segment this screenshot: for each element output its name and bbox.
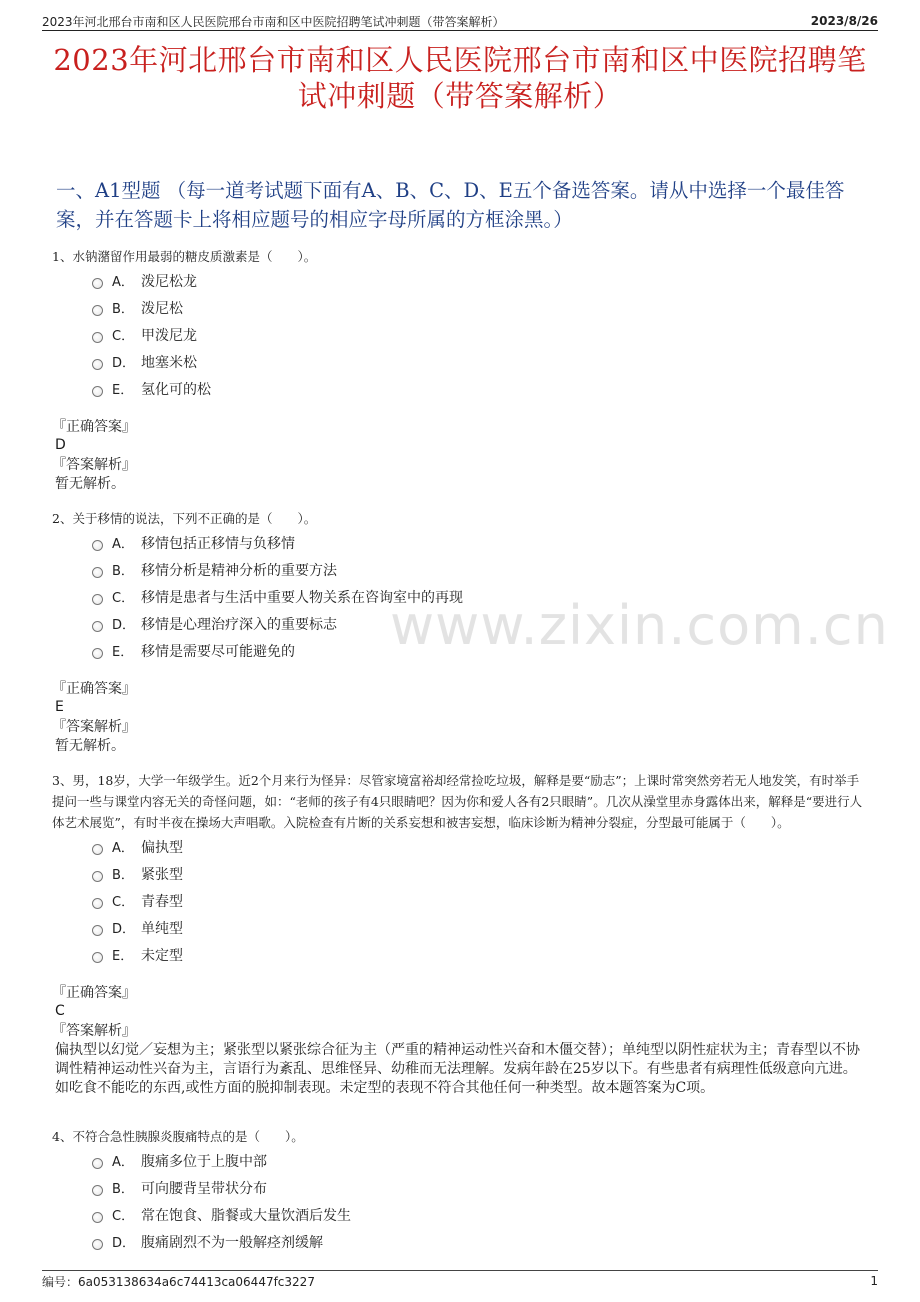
option-b[interactable] — [92, 556, 864, 583]
option-text: 腹痛剧烈不为一般解痉剂缓解 — [141, 1234, 323, 1251]
option-letter: D． — [112, 1236, 136, 1251]
option-text: 泼尼松龙 — [141, 273, 197, 290]
option-c[interactable] — [92, 887, 864, 914]
option-text: 常在饱食、脂餐或大量饮酒后发生 — [141, 1207, 351, 1224]
radio-icon[interactable] — [92, 1185, 103, 1196]
explanation-label: 『答案解析』 — [52, 457, 136, 473]
question-stem: 4、不符合急性胰腺炎腹痛特点的是（ ）。 — [52, 1129, 304, 1144]
option-letter: E． — [112, 645, 134, 660]
explanation-label: 『答案解析』 — [52, 719, 136, 735]
option-b[interactable] — [92, 1174, 864, 1201]
answer-label: 『正确答案』 — [52, 419, 136, 435]
radio-icon[interactable] — [92, 332, 103, 343]
option-e[interactable] — [92, 375, 864, 402]
question-2 — [52, 508, 864, 756]
option-letter: D． — [112, 618, 136, 633]
radio-icon[interactable] — [92, 278, 103, 289]
option-d[interactable] — [92, 610, 864, 637]
option-c[interactable] — [92, 321, 864, 348]
option-text: 移情是患者与生活中重要人物关系在咨询室中的再现 — [141, 589, 463, 606]
answer-value: D — [55, 437, 66, 453]
document-code: 编号：6a053138634a6c74413ca06447fc3227 — [42, 1274, 315, 1289]
radio-icon[interactable] — [92, 594, 103, 605]
question-stem: 1、水钠潴留作用最弱的糖皮质激素是（ ）。 — [52, 249, 317, 264]
option-b[interactable] — [92, 294, 864, 321]
question-stem: 2、关于移情的说法，下列不正确的是（ ）。 — [52, 511, 317, 526]
explanation-label: 『答案解析』 — [52, 1023, 136, 1039]
option-d[interactable] — [92, 914, 864, 941]
radio-icon[interactable] — [92, 359, 103, 370]
option-text: 地塞米松 — [141, 354, 197, 371]
option-letter: B． — [112, 564, 134, 579]
option-letter: C． — [112, 591, 135, 606]
radio-icon[interactable] — [92, 871, 103, 882]
option-letter: A． — [112, 275, 134, 290]
option-text: 氢化可的松 — [141, 381, 211, 398]
option-text: 甲泼尼龙 — [141, 327, 197, 344]
radio-icon[interactable] — [92, 621, 103, 632]
option-text: 单纯型 — [141, 920, 183, 937]
radio-icon[interactable] — [92, 898, 103, 909]
option-letter: B． — [112, 1182, 134, 1197]
option-a[interactable] — [92, 529, 864, 556]
option-letter: B． — [112, 302, 134, 317]
option-text: 紧张型 — [141, 866, 183, 883]
radio-icon[interactable] — [92, 1158, 103, 1169]
explanation-text: 暂无解析。 — [55, 476, 125, 492]
option-b[interactable] — [92, 860, 864, 887]
option-letter: A． — [112, 1155, 134, 1170]
page-title: 2023年河北邢台市南和区人民医院邢台市南和区中医院招聘笔试冲刺题（带答案解析） — [53, 43, 867, 113]
radio-icon[interactable] — [92, 1212, 103, 1223]
radio-icon[interactable] — [92, 952, 103, 963]
option-text: 移情包括正移情与负移情 — [141, 535, 295, 552]
question-3 — [52, 770, 864, 1098]
page-number: 1 — [870, 1274, 878, 1288]
answer-label: 『正确答案』 — [52, 681, 136, 697]
radio-icon[interactable] — [92, 844, 103, 855]
page-footer — [42, 1270, 878, 1289]
answer-label: 『正确答案』 — [52, 985, 136, 1001]
option-letter: B． — [112, 868, 134, 883]
option-d[interactable] — [92, 1228, 864, 1255]
radio-icon[interactable] — [92, 386, 103, 397]
option-text: 未定型 — [141, 947, 183, 964]
option-text: 偏执型 — [141, 839, 183, 856]
option-text: 移情是心理治疗深入的重要标志 — [141, 616, 337, 633]
radio-icon[interactable] — [92, 540, 103, 551]
option-letter: D． — [112, 922, 136, 937]
question-4 — [52, 1126, 864, 1255]
option-e[interactable] — [92, 941, 864, 968]
option-text: 泼尼松 — [141, 300, 183, 317]
option-a[interactable] — [92, 1147, 864, 1174]
option-e[interactable] — [92, 637, 864, 664]
option-text: 腹痛多位于上腹中部 — [141, 1153, 267, 1170]
option-text: 移情分析是精神分析的重要方法 — [141, 562, 337, 579]
explanation-text: 偏执型以幻觉／妄想为主；紧张型以紧张综合征为主（严重的精神运动性兴奋和木僵交替）；单纯型以阴性症状为主；青春型以不协调性精神运动性兴奋为主，言语行为紊乱、思维怪异、幼稚而无法理解。发病年龄在25岁以下。有些患者有病理性低级意向亢进。如吃食不能吃的东西,或性方面的脱抑制表现。未定型的表现不符合其他任何一种类型。故本题答案为C项。 — [55, 1042, 860, 1096]
watermark: www.zixin.com.cn — [390, 594, 889, 657]
answer-value: E — [55, 699, 64, 715]
question-1 — [52, 246, 864, 494]
option-letter: A． — [112, 537, 134, 552]
option-a[interactable] — [92, 267, 864, 294]
question-stem: 3、男，18岁，大学一年级学生。近2个月来行为怪异：尽管家境富裕却经常捡吃垃圾，解释是要“励志”；上课时常突然旁若无人地发笑，有时举手提问一些与课堂内容无关的奇怪问题，如：“老师的孩子有4只眼睛吧？因为你和爱人各有2只眼睛”。几次从澡堂里赤身露体出来，解释是“要进行人体艺术展览”，有时半夜在操场大声唱歌。入院检查有片断的关系妄想和被害妄想，临床诊断为精神分裂症，分型最可能属于（ ）。 — [52, 773, 863, 830]
radio-icon[interactable] — [92, 567, 103, 578]
option-c[interactable] — [92, 583, 864, 610]
option-letter: C． — [112, 1209, 135, 1224]
option-text: 青春型 — [141, 893, 183, 910]
header-title: 2023年河北邢台市南和区人民医院邢台市南和区中医院招聘笔试冲刺题（带答案解析） — [42, 14, 505, 29]
option-text: 移情是需要尽可能避免的 — [141, 643, 295, 660]
radio-icon[interactable] — [92, 1239, 103, 1250]
explanation-text: 暂无解析。 — [55, 738, 125, 754]
option-letter: A． — [112, 841, 134, 856]
option-letter: D． — [112, 356, 136, 371]
option-c[interactable] — [92, 1201, 864, 1228]
radio-icon[interactable] — [92, 305, 103, 316]
page-header — [42, 12, 878, 31]
option-letter: E． — [112, 383, 134, 398]
answer-value: C — [55, 1003, 65, 1019]
radio-icon[interactable] — [92, 648, 103, 659]
header-date: 2023/8/26 — [810, 14, 878, 28]
option-text: 可向腰背呈带状分布 — [141, 1180, 267, 1197]
option-a[interactable] — [92, 833, 864, 860]
radio-icon[interactable] — [92, 925, 103, 936]
option-letter: C． — [112, 895, 135, 910]
option-letter: C． — [112, 329, 135, 344]
option-letter: E． — [112, 949, 134, 964]
option-d[interactable] — [92, 348, 864, 375]
section-heading: 一、A1型题 （每一道考试题下面有A、B、C、D、E五个备选答案。请从中选择一个最佳答案，并在答题卡上将相应题号的相应字母所属的方框涂黑。） — [56, 179, 845, 231]
